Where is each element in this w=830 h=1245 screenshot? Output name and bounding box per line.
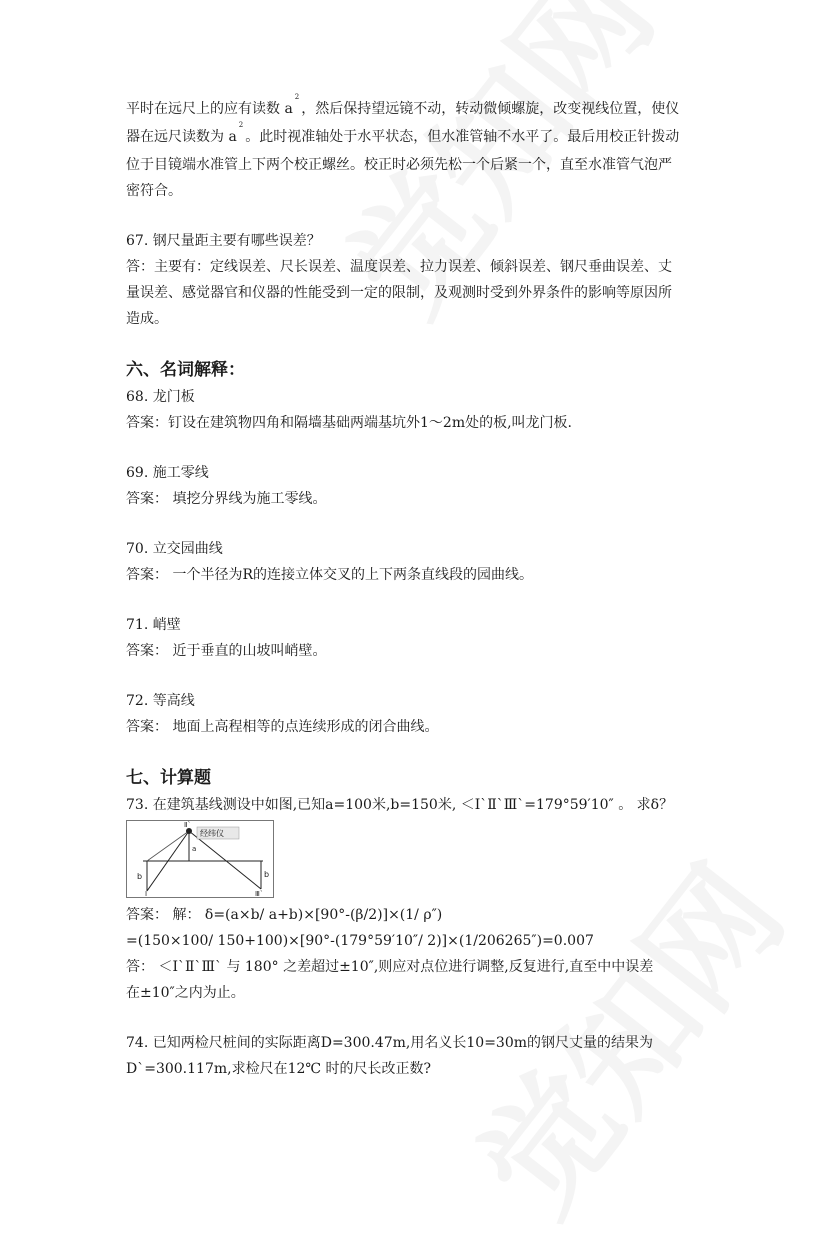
right-point-label: Ⅲ` [255, 890, 264, 897]
q73-answer-line: 在±10″之内为止。 [126, 985, 245, 1001]
q68-question: 68. 龙门板 [126, 389, 195, 405]
intro-line-1: 平时在远尺上的应有读数 $a^2$，然后保持望远镜不动，转动微倾螺旋，改变视线位置，使仪 [126, 93, 680, 117]
diagonal-right-down [189, 831, 261, 889]
a-label: a [192, 845, 197, 853]
q70-answer: 答案： 一个半径为R的连接立体交叉的上下两条直线段的园曲线。 [126, 567, 533, 583]
q73-answer-line: 答案： 解： δ=(a×b/ a+b)×[90°-(β/2)]×(1/ ρ″) [126, 907, 443, 923]
q73-question: 73. 在建筑基线测设中如图,已知a=100米,b=150米, ＜Ⅰ`Ⅱ`Ⅲ`=179°59′10″ 。 求δ？ [126, 797, 674, 813]
q73-answer-line: =(150×100/ 150+100)×[90°-(179°59′10″/ 2)]×(1/206265″)=0.007 [126, 933, 594, 949]
q70-question: 70. 立交园曲线 [126, 541, 223, 557]
section-6-heading: 六、名词解释： [126, 360, 245, 380]
q67-answer-line: 量误差、感觉器官和仪器的性能受到一定的限制，及观测时受到外界条件的影响等原因所 [126, 285, 672, 301]
q73-answer-line: 答： ＜Ⅰ`Ⅱ`Ⅲ` 与 180° 之差超过±10″,则应对点位进行调整,反复进行,直至中中误差 [126, 959, 654, 975]
q67-question: 67. 钢尺量距主要有哪些误差？ [126, 233, 321, 249]
left-connector [147, 831, 189, 861]
document-body [126, 93, 716, 1082]
q74-line: D`=300.117m,求检尺在12℃ 时的尺长改正数? [126, 1061, 432, 1077]
q71-question: 71. 峭壁 [126, 617, 181, 633]
q72-answer: 答案： 地面上高程相等的点连续形成的闭合曲线。 [126, 719, 439, 735]
q67-answer-line: 造成。 [126, 311, 168, 327]
baseline-figure [126, 820, 274, 898]
intro-line-3: 位于目镜端水准管上下两个校正螺丝。校正时必须先松一个后紧一个，直至水准管气泡严 [126, 157, 672, 173]
q74-line: 74. 已知两检尺桩间的实际距离D=300.47m,用名义长10=30m的钢尺丈量的结果为 [126, 1035, 654, 1051]
intro-line-2: 器在远尺读数为 $a^2$。此时视准轴处于水平状态，但水准管轴不水平了。最后用校正针拨动 [126, 121, 680, 145]
q68-answer: 答案：钉设在建筑物四角和隔墙基础两端基坑外1～2m处的板,叫龙门板. [126, 415, 572, 431]
instrument-label: 经纬仪 [200, 829, 224, 838]
left-b-label: b [137, 872, 143, 881]
section-7-heading: 七、计算题 [126, 768, 211, 788]
left-point-label: Ⅰ [145, 890, 148, 897]
right-b-label: b [264, 870, 270, 879]
q71-answer: 答案： 近于垂直的山坡叫峭壁。 [126, 643, 327, 659]
intro-line-4: 密符合。 [126, 183, 182, 199]
q69-answer: 答案： 填挖分界线为施工零线。 [126, 491, 327, 507]
top-point-label: Ⅱ` [184, 821, 191, 829]
q67-answer-line: 答：主要有：定线误差、尺长误差、温度误差、拉力误差、倾斜误差、钢尺垂曲误差、丈 [126, 259, 672, 275]
q69-question: 69. 施工零线 [126, 465, 209, 481]
q72-question: 72. 等高线 [126, 693, 195, 709]
